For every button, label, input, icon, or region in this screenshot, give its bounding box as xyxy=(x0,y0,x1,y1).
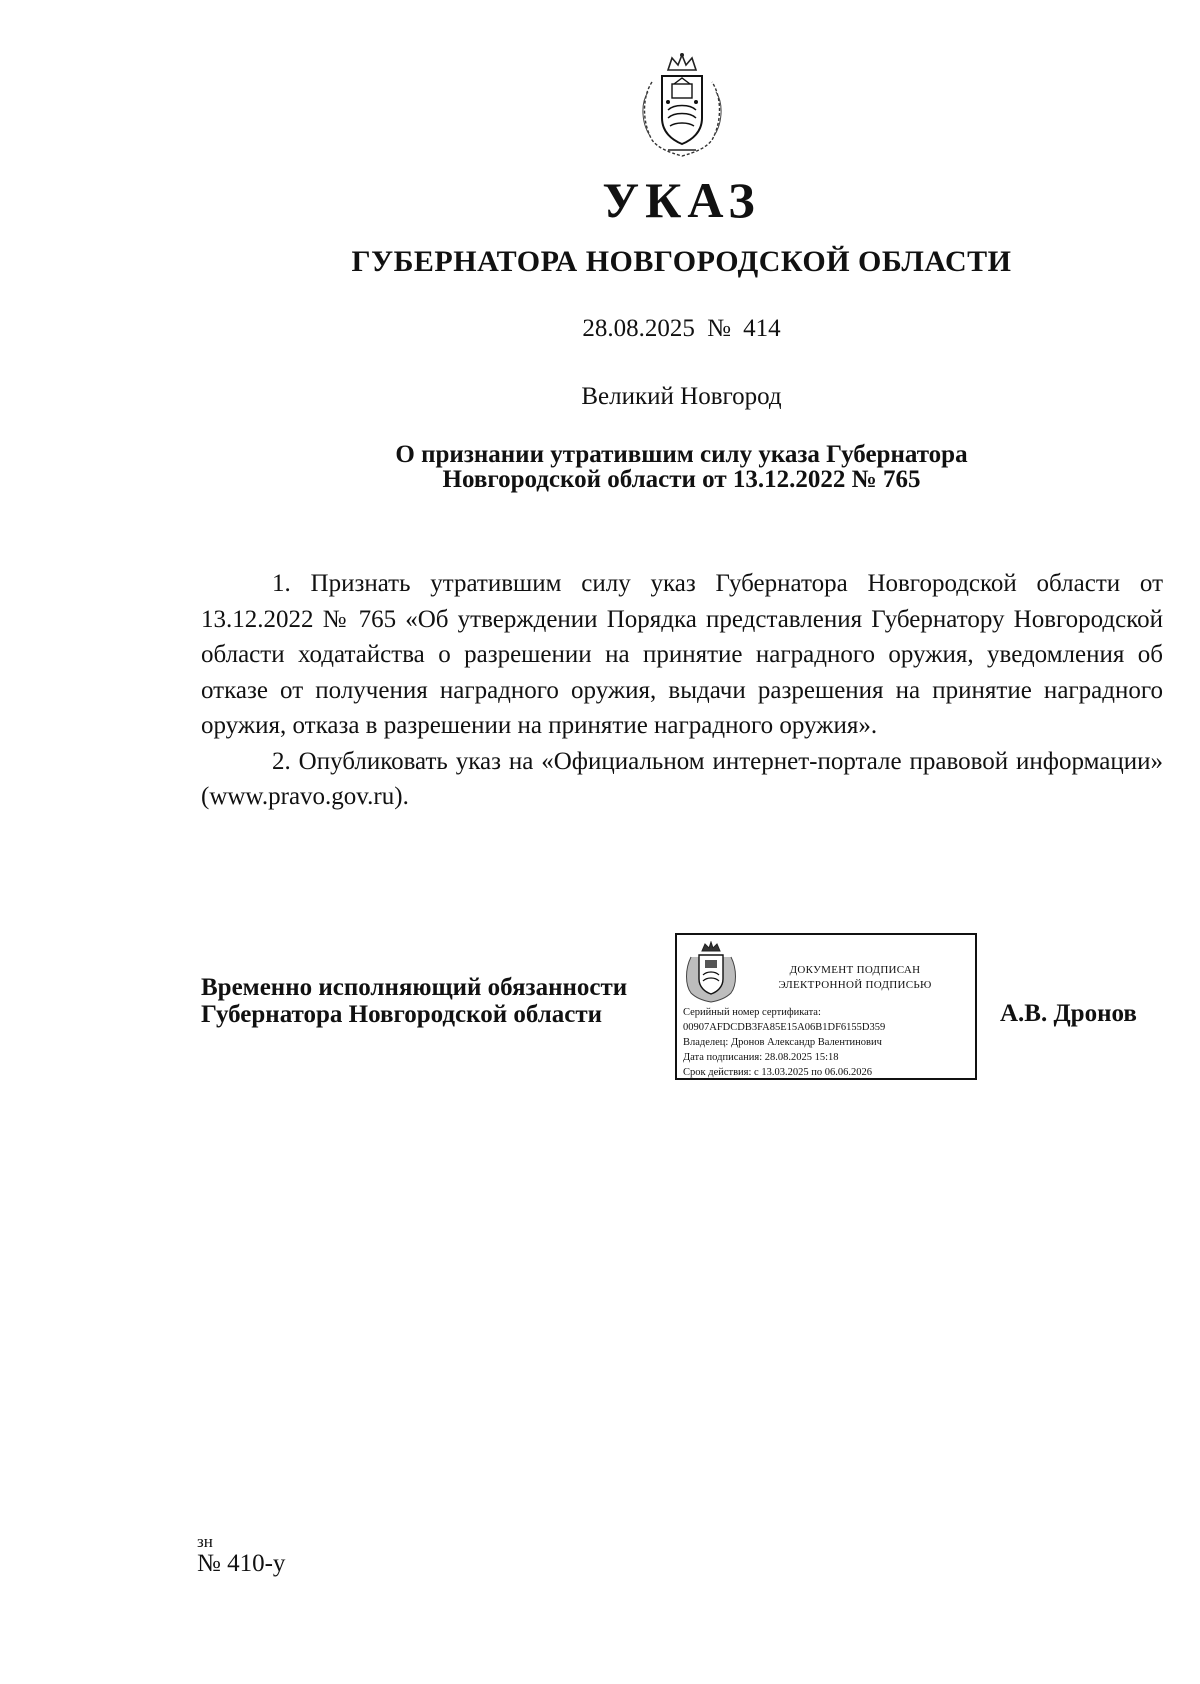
signatory-name: А.В. Дронов xyxy=(1000,1000,1137,1027)
stamp-signed-date: Дата подписания: 28.08.2025 15:18 xyxy=(683,1052,839,1063)
stamp-title-line: ДОКУМЕНТ ПОДПИСАН xyxy=(789,964,921,976)
position-line: Губернатора Новгородской области xyxy=(201,1001,603,1028)
body-paragraph: 1. Признать утратившим силу указ Губернатора Новгородской области от 13.12.2022 № 765 «Об утверждении Порядка представления Губернатору Новгородской области ходатайства о разрешении на принятие наградного оружия, уведомления об отказе от получения наградного оружия, выдачи разрешения на принятие наградного оружия, отказа в разрешении на принятие наградного оружия». xyxy=(201,570,1163,739)
heading-line: Новгородской области от 13.12.2022 № 765 xyxy=(442,466,921,493)
footer-reg-number: № 410-у xyxy=(197,1550,286,1577)
stamp-details xyxy=(683,1005,971,1080)
stamp-title-line: ЭЛЕКТРОННОЙ ПОДПИСЬЮ xyxy=(778,979,932,991)
body-paragraph: 2. Опубликовать указ на «Официальном интернет-портале правовой информации» (www.pravo.gov.ru). xyxy=(201,747,1163,810)
position-line: Временно исполняющий обязанности xyxy=(201,974,628,1001)
stamp-serial-label: Серийный номер сертификата: xyxy=(683,1007,821,1018)
heading-line: О признании утратившим силу указа Губернатора xyxy=(395,441,968,468)
number-sign: № xyxy=(707,315,731,342)
coat-of-arms-icon xyxy=(685,941,737,1003)
decree-heading xyxy=(0,442,1200,492)
stamp-validity: Срок действия: с 13.03.2025 по 06.06.2026 xyxy=(683,1067,872,1078)
stamp-serial-value: 00907AFDCDB3FA85E15A06B1DF6155D359 xyxy=(683,1022,886,1033)
document-type-title: УКАЗ xyxy=(602,172,761,228)
issue-place: Великий Новгород xyxy=(581,383,782,410)
decree-number: 414 xyxy=(743,315,781,342)
footer-registration xyxy=(197,1533,285,1578)
stamp-title xyxy=(739,963,971,993)
electronic-signature-stamp xyxy=(675,933,977,1080)
footer-code: зн xyxy=(197,1532,213,1551)
signatory-position xyxy=(201,974,627,1028)
coat-of-arms-icon xyxy=(638,52,726,160)
decree-date: 28.08.2025 xyxy=(582,315,695,342)
decree-body xyxy=(201,566,1163,815)
issuer-title: ГУБЕРНАТОРА НОВГОРОДСКОЙ ОБЛАСТИ xyxy=(351,245,1012,278)
stamp-owner: Владелец: Дронов Александр Валентинович xyxy=(683,1037,882,1048)
date-number-line xyxy=(0,314,1200,344)
